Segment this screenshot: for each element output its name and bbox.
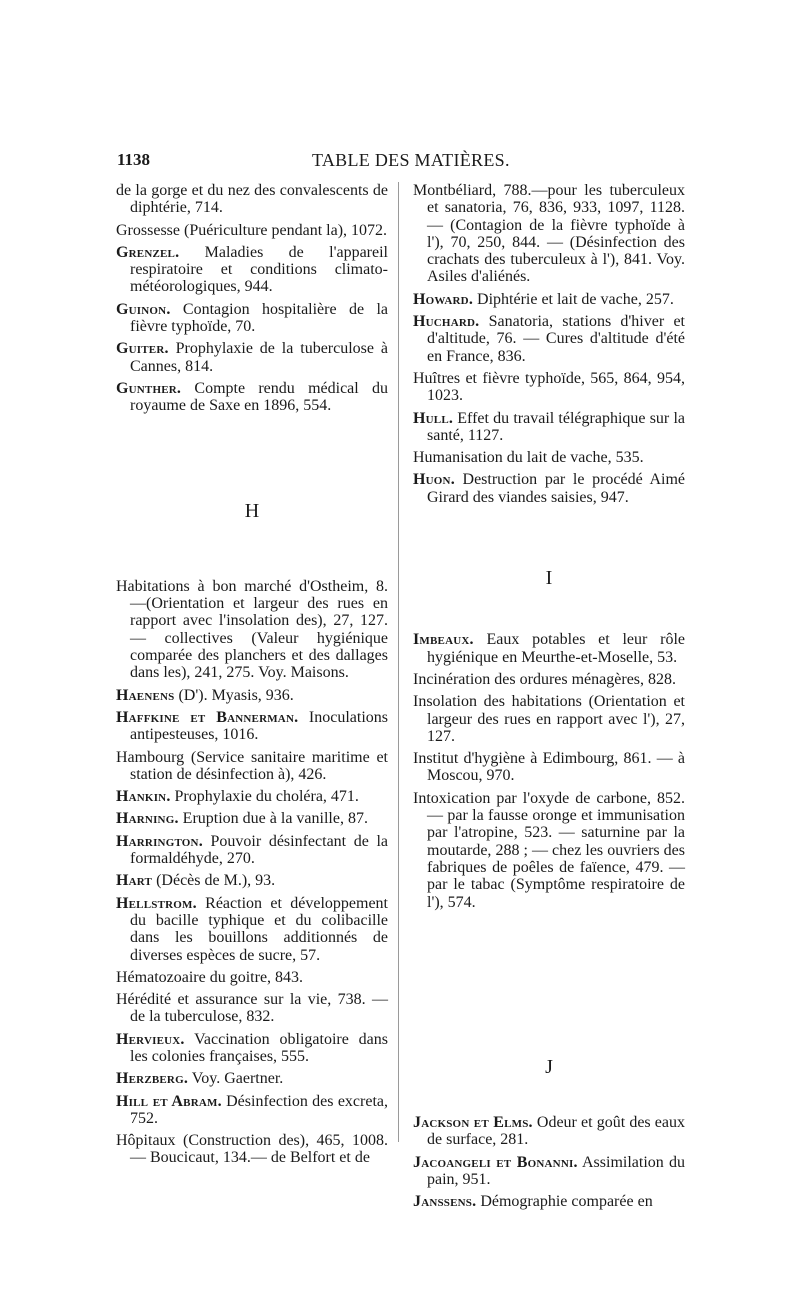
index-entry bbox=[116, 340, 388, 375]
entry-name: Imbeaux. bbox=[413, 631, 474, 649]
entry-name: Guinon. bbox=[116, 300, 171, 318]
entry-text: Hérédité et assurance sur la vie, 738. — de la tuberculose, 832. bbox=[116, 991, 388, 1026]
entry-text: Hématozoaire du goitre, 843. bbox=[116, 968, 304, 986]
left-column bbox=[116, 182, 388, 1172]
entry-text: Institut d'hygiène à Edimbourg, 861. — à Moscou, 970. bbox=[413, 750, 685, 785]
entry-text: Eaux potables et leur rôle hygiénique en Meurthe-et-Moselle, 53. bbox=[427, 631, 685, 666]
entry-name: Guiter. bbox=[116, 340, 169, 358]
g-entries bbox=[116, 182, 388, 415]
i-entries bbox=[413, 631, 685, 910]
entry-name: Howard. bbox=[413, 290, 474, 308]
entry-text: Odeur et goût des eaux de surface, 281. bbox=[427, 1114, 685, 1149]
entry-text: Sanatoria, stations d'hiver et d'altitude, 76. — Cures d'altitude d'été en France, 836. bbox=[427, 313, 685, 365]
index-entry bbox=[413, 410, 685, 445]
entry-text: Démographie comparée en bbox=[476, 1193, 653, 1211]
entry-name: Hill et Abram. bbox=[116, 1092, 222, 1110]
entry-text: Montbéliard, 788.—pour les tuberculeux et sanatoria, 76, 836, 933, 1097, 1128. — (Contagion de la fièvre typhoïde à l'), 70, 250, 844. — (Désinfection des crachats des tuberculeux à l'), 841. Voy. Asiles d'aliénés. bbox=[413, 182, 685, 286]
index-entry bbox=[413, 671, 685, 688]
index-entry bbox=[413, 313, 685, 365]
index-entry bbox=[116, 833, 388, 868]
j-entries bbox=[413, 1114, 685, 1210]
index-entry bbox=[116, 182, 388, 217]
index-entry bbox=[413, 1193, 685, 1210]
entry-name: Haenens bbox=[116, 686, 175, 704]
entry-text: Compte rendu médical du royaume de Saxe en 1896, 554. bbox=[130, 379, 388, 415]
entry-name: Janssens. bbox=[413, 1193, 477, 1211]
index-entry bbox=[116, 222, 388, 239]
index-entry bbox=[116, 872, 388, 889]
index-entry bbox=[116, 1031, 388, 1066]
index-entry bbox=[413, 750, 685, 785]
entry-name: Haffkine et Bannerman. bbox=[116, 708, 299, 726]
entry-text: Hambourg (Service sanitaire maritime et station de désinfection à), 426. bbox=[116, 748, 388, 783]
page-number: 1138 bbox=[117, 150, 151, 169]
index-entry bbox=[413, 449, 685, 466]
h-entries bbox=[116, 578, 388, 1167]
index-entry bbox=[116, 380, 388, 415]
entry-name: Jackson et Elms. bbox=[413, 1114, 533, 1132]
entry-text: Assimilation du pain, 951. bbox=[427, 1153, 685, 1188]
index-entry bbox=[116, 788, 388, 805]
section-letter-j: J bbox=[545, 1055, 553, 1078]
index-entry bbox=[413, 1154, 685, 1189]
section-letter-i: I bbox=[545, 567, 553, 590]
entry-name: Hull. bbox=[413, 409, 454, 427]
entry-text: Inoculations antipesteuses, 1016. bbox=[130, 708, 388, 744]
entry-text: Pouvoir désinfectant de la formaldéhyde, 270. bbox=[130, 832, 388, 868]
index-entry bbox=[116, 578, 388, 682]
entry-text: Vaccination obligatoire dans les colonies françaises, 555. bbox=[130, 1030, 388, 1065]
entry-text: Intoxication par l'oxyde de carbone, 852. — par la fausse oronge et immunisation par l'atropine, 523. — saturnine par la moutarde, 288 ; — chez les ouvriers des fabriques de poêles de faïence, 479. — par le tabac (Symptôme respiratoire de l'), 574. bbox=[413, 789, 685, 911]
index-entry bbox=[116, 709, 388, 744]
entry-name: Hellstrom. bbox=[116, 894, 197, 912]
index-entry bbox=[116, 301, 388, 336]
entry-text: Destruction par le procédé Aimé Girard des viandes saisies, 947. bbox=[427, 471, 685, 506]
entry-name: Huchard. bbox=[413, 313, 480, 331]
entry-text: Voy. Gaertner. bbox=[188, 1070, 284, 1088]
index-entry bbox=[116, 1132, 388, 1167]
entry-text: de la gorge et du nez des convalescents de diphtérie, 714. bbox=[116, 182, 388, 217]
index-entry bbox=[116, 1093, 388, 1128]
entry-text: Eruption due à la vanille, 87. bbox=[178, 810, 368, 828]
column-divider bbox=[398, 182, 399, 1142]
entry-text: Diphtérie et lait de vache, 257. bbox=[473, 290, 674, 308]
entry-name: Jacoangeli et Bonanni. bbox=[413, 1153, 578, 1171]
entry-name: Huon. bbox=[413, 471, 455, 489]
index-entry bbox=[116, 810, 388, 827]
entry-name: Gunther. bbox=[116, 379, 182, 397]
index-entry bbox=[116, 991, 388, 1026]
index-entry bbox=[413, 1114, 685, 1149]
entry-text: Incinération des ordures ménagères, 828. bbox=[413, 670, 677, 688]
entry-text: Réaction et développement du bacille typhique et du colibacille dans les bouillons additionnés de diverses espèces de sucre, 57. bbox=[130, 894, 388, 964]
entry-name: Hankin. bbox=[116, 788, 171, 806]
index-entry bbox=[116, 969, 388, 986]
entry-text: Grossesse (Puériculture pendant la), 1072. bbox=[116, 221, 388, 239]
entry-text: Maladies de l'appareil respiratoire et conditions climato-météorologiques, 944. bbox=[130, 243, 388, 296]
running-title: TABLE DES MATIÈRES. bbox=[312, 150, 510, 170]
index-entry bbox=[116, 687, 388, 704]
entry-name: Hart bbox=[116, 872, 153, 890]
section-letter-h: H bbox=[244, 499, 260, 522]
index-entry bbox=[413, 370, 685, 405]
index-entry bbox=[413, 693, 685, 745]
entry-name: Grenzel. bbox=[116, 243, 180, 261]
entry-text: (Décès de M.), 93. bbox=[152, 872, 276, 890]
entry-text: Contagion hospitalière de la fièvre typhoïde, 70. bbox=[130, 300, 388, 336]
index-entry bbox=[116, 244, 388, 296]
entry-name: Herzberg. bbox=[116, 1070, 189, 1088]
entry-text: Habitations à bon marché d'Ostheim, 8. —(Orientation et largeur des rues en rapport avec l'insolation des), 27, 127. — collectives (Valeur hygiénique comparée des planchers et des dallages dans les), 241, 275. Voy. Maisons. bbox=[116, 577, 388, 682]
entry-name: Harning. bbox=[116, 810, 179, 828]
entry-text: Hôpitaux (Construction des), 465, 1008. — Boucicaut, 134.— de Belfort et de bbox=[116, 1132, 388, 1167]
entry-text: Effet du travail télégraphique sur la santé, 1127. bbox=[427, 409, 685, 444]
h-entries-continued bbox=[413, 182, 685, 506]
entry-text: Humanisation du lait de vache, 535. bbox=[413, 449, 644, 467]
entry-text: Désinfection des excreta, 752. bbox=[130, 1092, 389, 1127]
index-entry bbox=[413, 631, 685, 666]
index-entry bbox=[413, 790, 685, 911]
index-entry bbox=[413, 182, 685, 286]
entry-name: Harrington. bbox=[116, 832, 203, 850]
entry-text: Prophylaxie de la tuberculose à Cannes, 814. bbox=[130, 340, 388, 375]
index-entry bbox=[116, 895, 388, 964]
index-entry bbox=[413, 471, 685, 506]
index-entry bbox=[116, 749, 388, 784]
index-entry bbox=[116, 1070, 388, 1087]
index-entry bbox=[413, 291, 685, 308]
entry-name: Hervieux. bbox=[116, 1030, 185, 1048]
right-column bbox=[413, 182, 685, 1216]
entry-text: Prophylaxie du choléra, 471. bbox=[170, 788, 359, 806]
page-header bbox=[0, 150, 800, 174]
entry-text: (D'). Myasis, 936. bbox=[174, 686, 294, 704]
entry-text: Insolation des habitations (Orientation et largeur des rues en rapport avec l'), 27, 127. bbox=[413, 693, 685, 745]
entry-text: Huîtres et fièvre typhoïde, 565, 864, 954, 1023. bbox=[413, 369, 685, 405]
